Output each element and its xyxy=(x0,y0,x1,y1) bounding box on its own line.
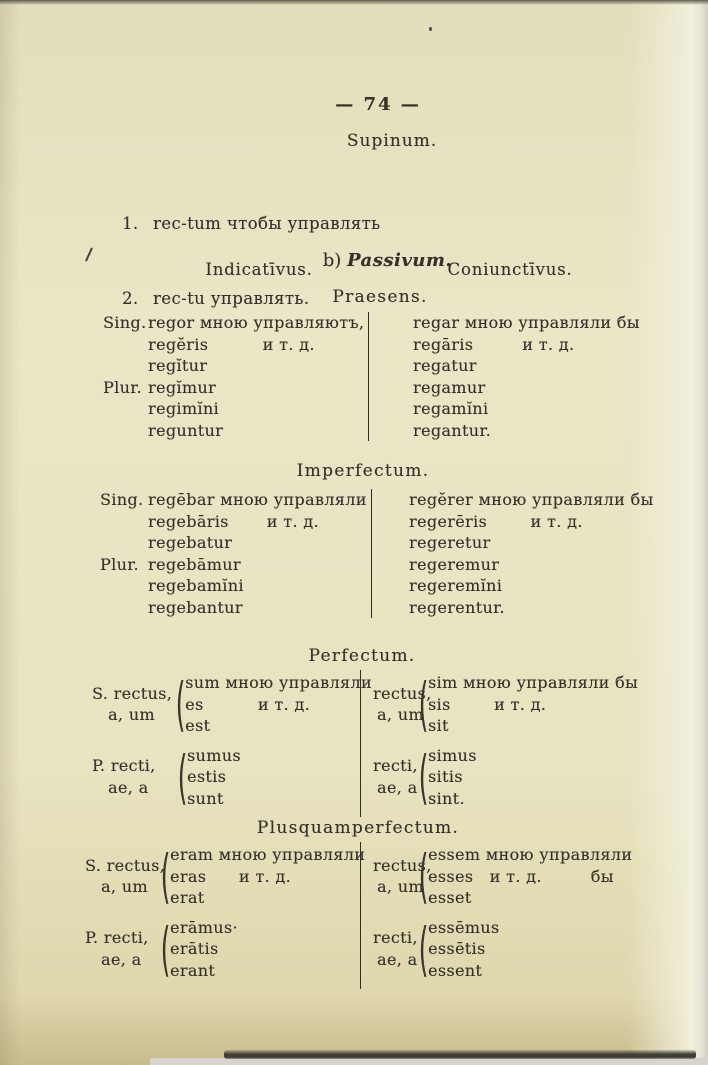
table-row xyxy=(100,575,666,597)
verb-forms xyxy=(170,844,365,909)
plusquamperfectum-indicative-column xyxy=(85,842,366,989)
conjunctive-form: regantur. xyxy=(368,420,663,442)
participle-line1: P. recti, xyxy=(92,756,156,776)
indicative-form: regimĭni xyxy=(148,399,219,418)
plural-group xyxy=(85,914,360,983)
form-line: es и т. д. xyxy=(185,694,311,714)
form-line: sint. xyxy=(428,788,465,808)
verb-forms xyxy=(428,844,632,909)
indicative-form: regĕris и т. д. xyxy=(148,334,315,354)
indicative-form: regebāris и т. д. xyxy=(148,511,319,531)
conjunctive-form: regĕrer мною управляли бы xyxy=(371,489,666,511)
pen-mark xyxy=(85,247,93,261)
number-label xyxy=(103,420,148,442)
participle-line2: ae, a xyxy=(377,777,418,797)
item-text: rec-tu управлять. xyxy=(153,289,310,308)
participle-line1: recti, xyxy=(373,756,418,776)
form-line: sum мною управляли xyxy=(185,673,372,692)
imperfectum-heading: Imperfectum. xyxy=(296,461,430,481)
indicative-form: regor мною управляютъ, xyxy=(148,313,365,332)
form-line: sit xyxy=(428,716,449,735)
form-line: eram мною управляли xyxy=(170,845,366,864)
table-row xyxy=(103,334,663,356)
form-line: sim мною управляли бы xyxy=(428,673,639,692)
number-label: Sing. xyxy=(103,313,147,332)
passivum-title: Passivum. xyxy=(346,250,453,271)
plusquamperfectum-table xyxy=(85,842,699,989)
singular-group xyxy=(85,842,366,911)
verb-forms xyxy=(428,745,477,810)
page-top-edge xyxy=(0,0,708,5)
table-row xyxy=(103,312,663,334)
verb-forms xyxy=(428,672,638,737)
indicative-form: regēbar мною управляли xyxy=(148,490,367,509)
participle-line2: ae, a xyxy=(101,949,142,969)
item-text: rec-tum чтобы управлять xyxy=(153,214,381,233)
singular-group xyxy=(373,844,632,909)
table-row xyxy=(100,532,666,554)
form-line: essem мною управляли xyxy=(428,845,633,864)
form-line: essētis xyxy=(428,939,486,958)
page-bottom-edge-dark xyxy=(224,1050,696,1059)
participle-label xyxy=(85,855,166,898)
number-label xyxy=(103,334,148,356)
conjunctive-form: regamur xyxy=(368,377,663,399)
participle-label xyxy=(85,927,157,970)
conjunctive-form: regamĭni xyxy=(368,398,663,420)
table-row xyxy=(103,420,663,442)
form-line: essent xyxy=(428,960,483,980)
participle-line2: a, um xyxy=(377,877,424,897)
form-line: essēmus xyxy=(428,917,500,937)
number-label xyxy=(100,511,148,533)
form-line: sunt xyxy=(187,788,224,808)
participle-line1: recti, xyxy=(373,928,418,948)
perfectum-table xyxy=(92,670,698,817)
form-line: erant xyxy=(170,960,216,980)
number-label xyxy=(100,532,148,554)
form-line: eras и т. д. xyxy=(170,866,292,886)
participle-line1: rectus, xyxy=(373,855,432,875)
participle-label xyxy=(92,683,172,726)
indicative-form: regebamĭni xyxy=(148,576,244,595)
form-line: erāmus· xyxy=(170,917,238,937)
participle-label xyxy=(92,755,174,798)
perfectum-indicative-column xyxy=(92,670,372,817)
participle-label xyxy=(373,855,432,898)
table-row xyxy=(100,554,666,576)
imperfectum-table xyxy=(100,489,666,618)
conjunctive-form: regeretur xyxy=(371,532,666,554)
perfectum-heading: Perfectum. xyxy=(308,646,416,666)
conjunctive-form: regatur xyxy=(368,355,663,377)
item-number: 1. xyxy=(122,214,139,233)
form-line: esset xyxy=(428,888,472,907)
participle-line1: rectus, xyxy=(373,683,432,703)
form-line: simus xyxy=(428,745,477,765)
number-label: Sing. xyxy=(100,490,144,509)
indicative-form: regebāmur xyxy=(148,554,241,574)
form-line: sumus xyxy=(187,745,241,765)
brace-icon: ( xyxy=(175,670,186,739)
form-line: sis и т. д. xyxy=(428,694,547,714)
participle-label xyxy=(373,927,418,970)
conjunctive-form: regeremur xyxy=(371,554,666,576)
form-line: estis xyxy=(187,767,227,786)
number-label xyxy=(103,355,148,377)
table-row xyxy=(103,355,663,377)
conjunctive-form: regeremĭni xyxy=(371,575,666,597)
number-label: Plur. xyxy=(103,377,142,397)
form-line: est xyxy=(185,716,211,735)
indicative-form: regebantur xyxy=(148,597,243,617)
number-label xyxy=(103,398,148,420)
page-number: — 74 — xyxy=(335,94,421,115)
verb-forms xyxy=(185,672,372,737)
brace-icon: ( xyxy=(177,742,188,811)
brace-icon: ( xyxy=(418,742,429,811)
column-header-indicativus: Indicatīvus. xyxy=(205,260,313,279)
brace-icon: ( xyxy=(418,842,429,911)
column-header-coniunctivus: Coniunctīvus. xyxy=(447,260,573,279)
passivum-prefix: b) xyxy=(322,250,347,271)
table-row xyxy=(100,511,666,533)
form-line: erat xyxy=(170,888,205,907)
number-label xyxy=(100,575,148,597)
table-row xyxy=(100,597,666,619)
plural-group xyxy=(373,914,632,983)
verb-forms xyxy=(187,745,241,810)
conjunctive-form: regar мною управляли бы xyxy=(368,312,663,334)
participle-line1: P. recti, xyxy=(85,928,149,948)
conjunctive-form: regerēris и т. д. xyxy=(371,511,666,533)
participle-line2: a, um xyxy=(101,877,148,897)
participle-label xyxy=(373,755,418,798)
ink-speck xyxy=(429,27,432,31)
participle-line2: ae, a xyxy=(377,949,418,969)
indicative-form: reguntur xyxy=(148,420,224,440)
form-line: sitis xyxy=(428,767,463,786)
table-row xyxy=(103,398,663,420)
indicative-form: regĭmur xyxy=(148,377,217,397)
form-line: esses и т. д. бы xyxy=(428,866,614,886)
supinum-heading: Supinum. xyxy=(346,131,438,151)
singular-group xyxy=(373,672,638,737)
verb-forms xyxy=(428,917,500,982)
participle-line2: a, um xyxy=(108,705,155,725)
conjunctive-form: regerentur. xyxy=(371,597,666,619)
table-row xyxy=(100,489,666,511)
brace-icon: ( xyxy=(160,842,171,911)
participle-line1: S. rectus, xyxy=(92,683,173,703)
item-number: 2. xyxy=(122,289,139,308)
plural-group xyxy=(92,742,360,811)
plusquamperfectum-heading: Plusquamperfectum. xyxy=(256,818,460,838)
brace-icon: ( xyxy=(418,914,429,983)
number-label xyxy=(100,597,148,619)
singular-group xyxy=(92,670,372,739)
indicative-form: regebatur xyxy=(148,533,233,552)
page-bottom-edge-light xyxy=(150,1058,708,1065)
table-row xyxy=(103,377,663,399)
perfectum-conjunctive-column xyxy=(361,670,638,817)
praesens-table xyxy=(103,312,663,441)
verb-forms xyxy=(170,917,238,982)
conjunctive-form: regāris и т. д. xyxy=(368,334,663,356)
plural-group xyxy=(373,742,638,811)
participle-line2: a, um xyxy=(377,705,424,725)
participle-label xyxy=(373,683,432,726)
participle-line1: S. rectus, xyxy=(85,855,166,875)
passivum-heading xyxy=(300,229,452,292)
plusquamperfectum-conjunctive-column xyxy=(361,842,632,989)
form-line: erātis xyxy=(170,939,219,958)
indicative-form: regĭtur xyxy=(148,356,208,375)
number-label: Plur. xyxy=(100,554,139,574)
participle-line2: ae, a xyxy=(108,777,149,797)
brace-icon: ( xyxy=(160,914,171,983)
praesens-heading: Praesens. xyxy=(332,287,428,307)
brace-icon: ( xyxy=(418,670,429,739)
